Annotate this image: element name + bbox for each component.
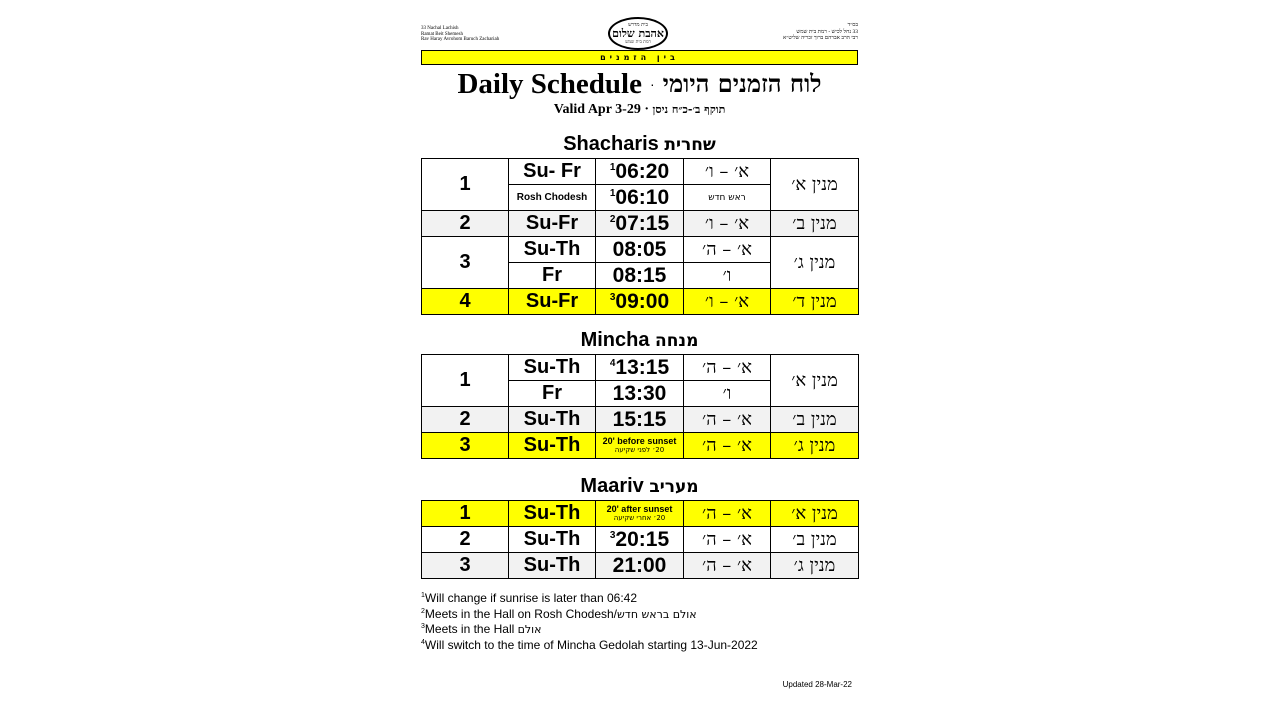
time-cell: $^3$20:15 [596,527,684,553]
maariv-heading [421,475,858,498]
bein-hazmanim-banner: בין הזמנים [421,50,858,65]
days-cell: Su-Th [509,433,596,459]
section-title-hebrew: שחרית [664,135,716,155]
hebrew-days-cell: א׳ – ו׳ [684,289,771,315]
time-cell: $^1$06:10 [596,185,684,211]
hebrew-days-cell: א׳ – ו׳ [684,159,771,185]
table-row [422,355,859,381]
minyan-label: מנין א׳ [771,355,859,407]
mincha-heading [421,329,858,352]
schedule-page [421,14,858,704]
table-row [422,527,859,553]
valid-hebrew: תוקף ב׳-כ״ח ניסן [652,103,726,116]
maariv-table [421,500,859,579]
time-cell: 15:15 [596,407,684,433]
table-row [422,159,859,185]
minyan-label: מנין ב׳ [771,527,859,553]
time-cell: 21:00 [596,553,684,579]
days-cell: Su-Th [509,527,596,553]
valid-english: Valid Apr 3-29 [553,102,641,117]
minyan-label: מנין ג׳ [771,237,859,289]
shacharis-heading [421,133,858,156]
minyan-label: מנין ד׳ [771,289,859,315]
hebrew-days-cell: א׳ – ה׳ [684,527,771,553]
minyan-label: מנין ב׳ [771,407,859,433]
page-title [421,66,858,102]
table-row [422,433,859,459]
footnote: $^4$Will switch to the time of Mincha Gedolah starting 13-Jun-2022 [421,637,758,652]
address-line: 33 Nachal Lachish [421,26,459,31]
days-cell: Fr [509,381,596,407]
logo-bottom-text: רמת בית שמש [625,40,651,45]
valid-dates [421,102,858,118]
minyan-number: 1 [422,355,509,407]
days-cell: Su- Fr [509,159,596,185]
time-cell: $^4$13:15 [596,355,684,381]
days-cell: Rosh Chodesh [509,185,596,211]
minyan-number: 1 [422,159,509,211]
hebrew-days-cell: א׳ – ה׳ [684,501,771,527]
table-row [422,407,859,433]
section-title-english: Maariv [580,475,644,497]
hebrew-days-cell: א׳ – ה׳ [684,407,771,433]
title-hebrew: לוח הזמנים היומי [662,69,822,98]
address-line: בס״ד [847,22,858,28]
table-row [422,237,859,263]
mincha-table [421,354,859,459]
address-line: Ramat Beit Shemesh [421,31,463,37]
minyan-number: 2 [422,527,509,553]
time-cell: 13:30 [596,381,684,407]
hebrew-days-cell: ראש חדש [684,185,771,211]
shul-logo [608,17,668,50]
minyan-label: מנין ב׳ [771,211,859,237]
time-cell: 08:15 [596,263,684,289]
time-note-cell: 20' before sunset 20׳ לפני שקיעה [596,433,684,459]
section-title-hebrew: מעריב [649,477,699,497]
minyan-number: 2 [422,211,509,237]
logo-top-text: בית מדרש [628,22,648,28]
days-cell: Su-Fr [509,211,596,237]
days-cell: Su-Th [509,407,596,433]
time-cell: $^1$06:20 [596,159,684,185]
minyan-number: 4 [422,289,509,315]
footnote: $^2$Meets in the Hall on Rosh Chodesh/אולם בראש חדש [421,606,697,621]
days-cell: Su-Fr [509,289,596,315]
minyan-number: 2 [422,407,509,433]
footnote: $^1$Will change if sunrise is later than 06:42 [421,591,638,605]
hebrew-days-cell: א׳ – ה׳ [684,355,771,381]
minyan-number: 3 [422,237,509,289]
address-line: Rav Haray Avrohom Baruch Zachariah [421,37,500,42]
days-cell: Su-Th [509,355,596,381]
section-title-english: Shacharis [563,133,659,155]
table-row [422,553,859,579]
title-english: Daily Schedule [457,67,642,100]
minyan-label: מנין א׳ [771,501,859,527]
address-line: 33 נחל לכיש - רמת בית שמש [796,28,858,35]
minyan-label: מנין ג׳ [771,433,859,459]
time-note-cell: 20' after sunset 20׳ אחרי שקיעה [596,501,684,527]
header-address-right [783,22,858,42]
minyan-number: 3 [422,553,509,579]
days-cell: Su-Th [509,553,596,579]
updated-date: Updated 28-Mar-22 [782,680,852,689]
address-line: רבי הרב אברהם ברוך זכריה שליט״א [782,35,858,41]
minyan-number: 1 [422,501,509,527]
footnote: $^3$Meets in the Hall אולם [421,622,542,636]
hebrew-days-cell: ו׳ [684,263,771,289]
section-title-english: Mincha [580,329,650,351]
minyan-label: מנין ג׳ [771,553,859,579]
valid-separator: · [640,102,653,117]
table-row [422,289,859,315]
days-cell: Su-Th [509,237,596,263]
time-cell: $^2$07:15 [596,211,684,237]
hebrew-days-cell: א׳ – ה׳ [684,433,771,459]
section-title-hebrew: מנחה [655,331,699,351]
minyan-label: מנין א׳ [771,159,859,211]
days-cell: Fr [509,263,596,289]
days-cell: Su-Th [509,501,596,527]
hebrew-days-cell: ו׳ [684,381,771,407]
time-cell: 08:05 [596,237,684,263]
minyan-number: 3 [422,433,509,459]
hebrew-days-cell: א׳ – ה׳ [684,237,771,263]
shacharis-table [421,158,859,315]
title-separator: · [649,76,655,92]
time-cell: $^3$09:00 [596,289,684,315]
hebrew-days-cell: א׳ – ה׳ [684,553,771,579]
header-address-left [421,26,499,43]
table-row [422,501,859,527]
table-row [422,211,859,237]
logo-main-text: אהבת שלום [612,27,664,40]
footnotes [421,591,758,653]
hebrew-days-cell: א׳ – ו׳ [684,211,771,237]
